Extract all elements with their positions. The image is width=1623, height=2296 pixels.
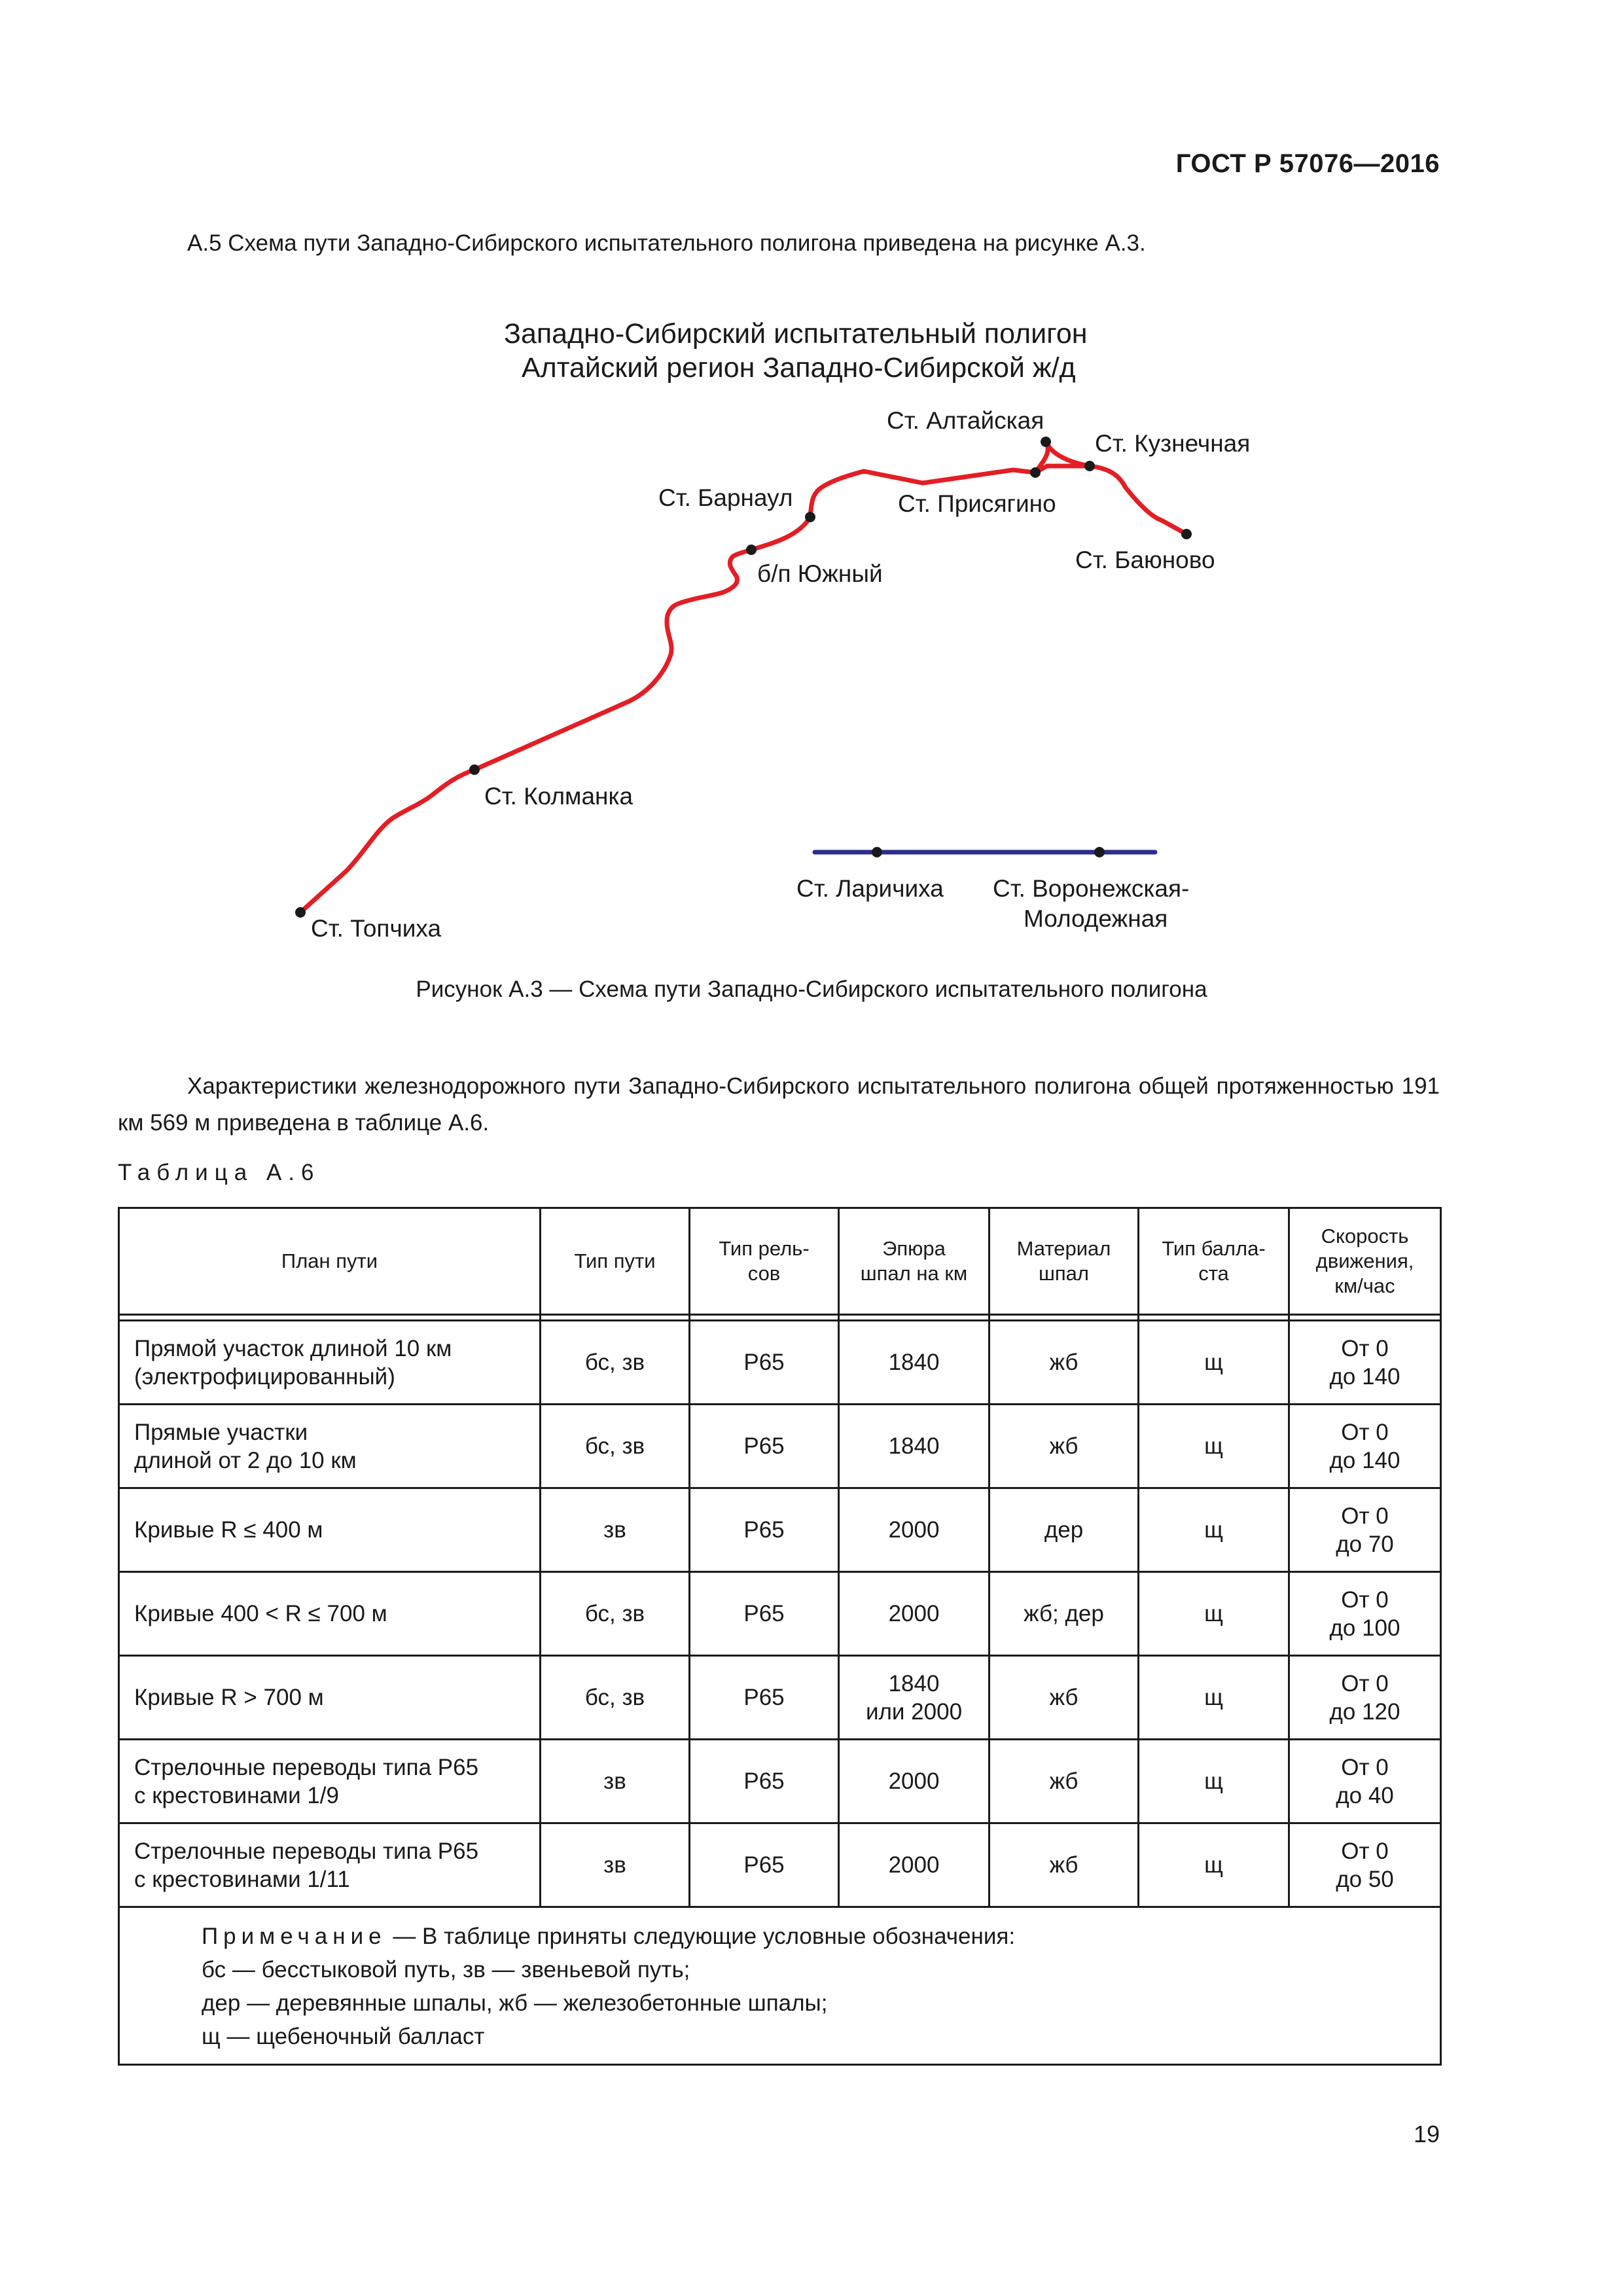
header-text-line: Тип пути [574,1249,656,1272]
cell-text-line: до 120 [1329,1698,1400,1725]
speed-cell [1289,1488,1441,1572]
label-yuzhny: б/п Южный [757,560,883,587]
table-row [119,1572,1441,1656]
ties-cell [839,1405,990,1488]
note-line: бс — бесстыковой путь, зв — звеньевой путь; [202,1957,690,1982]
table-header-cell [1289,1208,1441,1315]
header-text-line: План пути [281,1249,378,1272]
label-larichikha: Ст. Ларичиха [796,875,944,902]
speed-cell [1289,1572,1441,1656]
station-kolmanka-dot [469,764,480,775]
rail-type-cell: Р65 [690,1405,839,1488]
speed-cell [1289,1823,1441,1907]
plan-cell [119,1656,541,1740]
cell-text-line: до 50 [1336,1866,1394,1892]
table-header-cell [119,1208,541,1315]
ballast-cell: щ [1139,1823,1289,1907]
cell-text-line: Кривые R > 700 м [134,1685,324,1710]
cell-text-line: 2000 [888,1852,940,1878]
cell-text-line: до 140 [1329,1447,1400,1473]
table-row [119,1656,1441,1740]
label-bayunovo: Ст. Баюново [1075,547,1215,573]
station-topchikha-dot [295,907,306,918]
material-cell: жб [990,1656,1139,1740]
cell-text-line: до 100 [1329,1615,1400,1641]
material-cell: жб [990,1740,1139,1823]
track-type-cell: бс, зв [541,1572,690,1656]
plan-cell [119,1321,541,1405]
header-text-line: шпал на км [860,1262,968,1285]
rail-type-cell: Р65 [690,1488,839,1572]
table-header-cell [690,1208,839,1315]
cell-text-line: до 140 [1329,1363,1400,1390]
plan-cell [119,1405,541,1488]
header-separator [119,1315,1441,1321]
cell-text-line: От 0 [1341,1335,1389,1361]
railway-map [0,0,1623,969]
table-note-row [119,1907,1441,2065]
ties-cell [839,1488,990,1572]
speed-cell [1289,1405,1441,1488]
track-type-cell: бс, зв [541,1656,690,1740]
cell-text-line: От 0 [1341,1670,1389,1696]
figure-caption: Рисунок А.3 — Схема пути Западно-Сибирского испытательного полигона [416,977,1207,1002]
table-row [119,1823,1441,1907]
main-line [300,466,1186,912]
cell-text-line: От 0 [1341,1587,1389,1613]
material-cell: жб [990,1321,1139,1405]
body-paragraph-text: Характеристики железнодорожного пути Западно-Сибирского испытательного полигона общей протяженностью 191 км 569 м приведена в таблице А.6. [118,1073,1440,1136]
station-larichikha-dot [872,847,882,857]
header-text-line: движения, [1315,1249,1414,1272]
cell-text-line: 2000 [888,1601,940,1626]
cell-text-line: или 2000 [865,1698,963,1725]
material-cell: жб [990,1405,1139,1488]
station-voronezh-dot [1094,847,1105,857]
table-row [119,1405,1441,1488]
material-cell: жб; дер [990,1572,1139,1656]
rail-type-cell: Р65 [690,1740,839,1823]
ballast-cell: щ [1139,1405,1289,1488]
cell-text-line: Кривые 400 < R ≤ 700 м [134,1601,387,1626]
figure-title-line2: Алтайский регион Западно-Сибирской ж/д [522,352,1076,384]
material-cell: жб [990,1823,1139,1907]
track-type-cell: бс, зв [541,1321,690,1405]
label-kuznechnaya: Ст. Кузнечная [1095,430,1251,457]
cell-text-line: Прямой участок длиной 10 км [134,1335,452,1361]
header-text-line: км/час [1334,1274,1395,1297]
rail-type-cell: Р65 [690,1823,839,1907]
ties-cell [839,1656,990,1740]
label-voronezh-2: Молодежная [1024,905,1168,932]
table-label: Таблица А.6 [118,1160,321,1185]
table-header-cell [541,1208,690,1315]
cell-text-line: с крестовинами 1/11 [134,1866,350,1892]
table-row [119,1321,1441,1405]
header-text-line: шпал [1039,1262,1089,1285]
ballast-cell: щ [1139,1740,1289,1823]
cell-text-line: Прямые участки [134,1419,308,1445]
cell-text-line: От 0 [1341,1754,1389,1780]
note-line: дер — деревянные шпалы, жб — железобетонные шпалы; [202,1990,828,2016]
rail-type-cell: Р65 [690,1656,839,1740]
plan-cell [119,1488,541,1572]
cell-text-line: до 40 [1336,1782,1394,1808]
note-line: щ — щебеночный балласт [202,2024,485,2049]
header-text-line: сов [747,1262,781,1285]
track-type-cell: зв [541,1823,690,1907]
cell-text-line: От 0 [1341,1419,1389,1445]
cell-text-line: длиной от 2 до 10 км [134,1447,357,1473]
track-type-cell: зв [541,1488,690,1572]
table-row [119,1740,1441,1823]
cell-text-line: 1840 [888,1350,940,1375]
station-yuzhny-dot [746,545,757,555]
cell-text-line: с крестовинами 1/9 [134,1782,340,1808]
data-table [118,1207,1442,2066]
ties-cell [839,1823,990,1907]
speed-cell [1289,1321,1441,1405]
ties-cell [839,1740,990,1823]
rail-type-cell: Р65 [690,1321,839,1405]
header-text-line: Тип балла- [1162,1237,1266,1260]
ballast-cell: щ [1139,1656,1289,1740]
table-row [119,1488,1441,1572]
cell-text-line: От 0 [1341,1503,1389,1529]
label-topchikha: Ст. Топчиха [311,915,442,942]
ties-cell [839,1321,990,1405]
cell-text-line: до 70 [1336,1531,1394,1557]
table-header-row [119,1208,1441,1315]
intro-text: А.5 Схема пути Западно-Сибирского испытательного полигона приведена на рисунке А.3. [187,230,1146,256]
header-text-line: Эпюра [882,1237,946,1260]
cell-text-line: Стрелочные переводы типа Р65 [134,1754,479,1780]
page-number: 19 [1413,2121,1440,2147]
label-barnaul: Ст. Барнаул [658,484,793,511]
station-prisyagino-dot [1030,467,1041,478]
cell-text-line: 1840 [888,1670,940,1696]
station-kuznechnaya-dot [1084,461,1095,471]
label-altayskaya: Ст. Алтайская [887,407,1044,434]
cell-text-line: 2000 [888,1768,940,1794]
ballast-cell: щ [1139,1321,1289,1405]
rail-type-cell: Р65 [690,1572,839,1656]
body-paragraph [118,1068,1440,1141]
header-text-line: Материал [1016,1237,1111,1260]
station-barnaul-dot [805,512,815,522]
speed-cell [1289,1740,1441,1823]
table-header-cell [839,1208,990,1315]
header-text-line: Тип рель- [719,1237,810,1260]
plan-cell [119,1572,541,1656]
header-text-line: Скорость [1321,1225,1409,1247]
ballast-cell: щ [1139,1572,1289,1656]
cell-text-line: 1840 [888,1433,940,1459]
plan-cell [119,1823,541,1907]
cell-text-line: От 0 [1341,1838,1389,1864]
station-bayunovo-dot [1181,529,1192,539]
cell-text-line: Кривые R ≤ 400 м [134,1517,323,1543]
material-cell: дер [990,1488,1139,1572]
track-type-cell: бс, зв [541,1405,690,1488]
header-text-line: ста [1198,1262,1229,1285]
table-header-cell [1139,1208,1289,1315]
note-lead: — В таблице приняты следующие условные обозначения: [386,1924,1016,1949]
plan-cell [119,1740,541,1823]
note-first-line [202,1920,1433,1953]
table-header-cell [990,1208,1139,1315]
speed-cell [1289,1656,1441,1740]
label-voronezh-1: Ст. Воронежская- [993,875,1190,902]
ties-cell [839,1572,990,1656]
table-note [119,1907,1441,2065]
label-kolmanka: Ст. Колманка [484,783,633,810]
station-altayskaya-dot [1041,437,1051,447]
cell-text-line: (электрофицированный) [134,1363,395,1390]
cell-text-line: Стрелочные переводы типа Р65 [134,1838,479,1864]
cell-text-line: 2000 [888,1517,940,1543]
track-type-cell: зв [541,1740,690,1823]
figure-title-line1: Западно-Сибирский испытательный полигон [504,318,1088,350]
ballast-cell: щ [1139,1488,1289,1572]
label-prisyagino: Ст. Присягино [898,490,1056,517]
note-label: Примечание [202,1924,387,1949]
document-code: ГОСТ Р 57076—2016 [1175,149,1440,178]
